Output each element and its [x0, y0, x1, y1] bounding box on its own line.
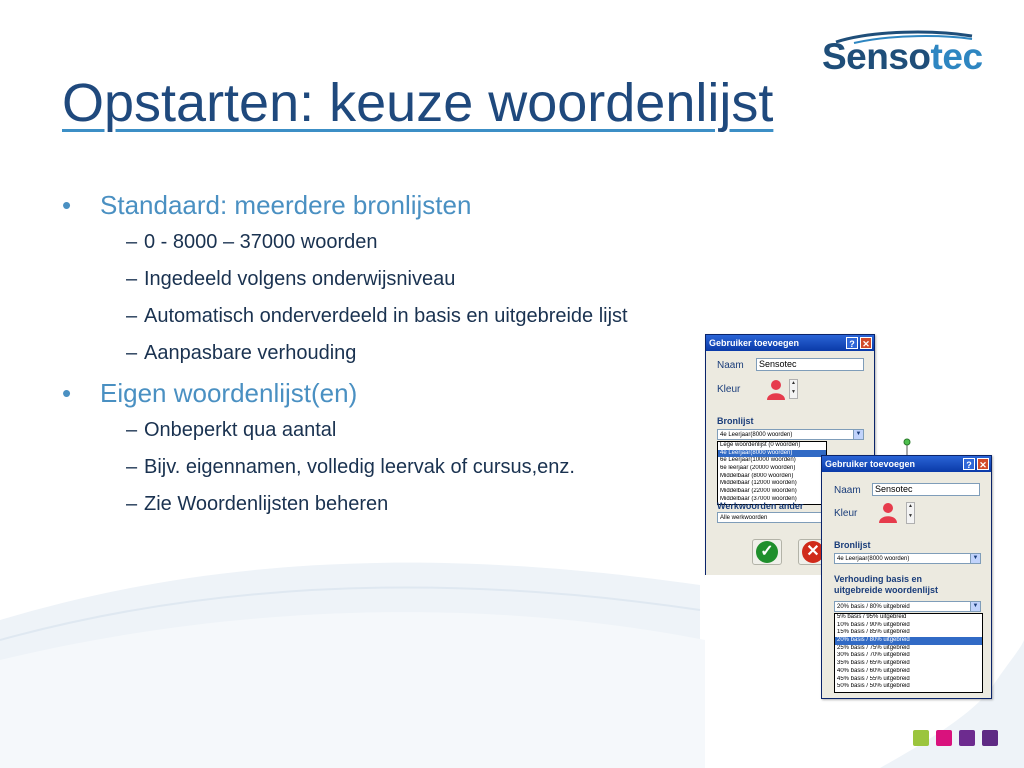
- verhouding-label-line2: uitgebreide woordenlijst: [834, 585, 939, 595]
- list-item[interactable]: 6e Leerjaar(10000 woorden): [720, 457, 796, 464]
- bullet-label: Standaard: meerdere bronlijsten: [100, 190, 472, 220]
- sub-bullet-item: – Automatisch onderverdeeld in basis en uitgebreide lijst: [126, 305, 628, 327]
- sub-bullet-label: Automatisch onderverdeeld in basis en uitgebreide lijst: [144, 305, 628, 327]
- bullet-item: [62, 376, 628, 410]
- picture-background: [705, 575, 821, 698]
- list-item[interactable]: 4e Leerjaar(8000 woorden): [718, 450, 826, 458]
- sub-bullet-label: Aanpasbare verhouding: [144, 342, 357, 364]
- help-button[interactable]: ?: [846, 337, 858, 349]
- sub-bullet-label: 0 - 8000 – 37000 woorden: [144, 231, 378, 253]
- sub-bullet-label: Zie Woordenlijsten beheren: [144, 493, 389, 515]
- sub-bullet-item: – Aanpasbare verhouding: [126, 342, 357, 364]
- user-color-icon[interactable]: [766, 379, 786, 401]
- verhouding-select[interactable]: [834, 601, 981, 612]
- list-item[interactable]: 50% basis / 50% uitgebreid: [837, 683, 910, 690]
- close-button[interactable]: ✕: [977, 458, 989, 470]
- check-icon: ✓: [756, 541, 778, 563]
- naam-input[interactable]: Sensotec: [756, 358, 864, 371]
- bronlijst-selected: 4e Leerjaar(8000 woorden): [837, 556, 910, 562]
- sub-bullet-item: – Bijv. eigennamen, volledig leervak of cursus,enz.: [126, 456, 575, 478]
- dialog-titlebar: [822, 456, 991, 472]
- bullet-dot-icon: •: [62, 190, 72, 220]
- dialog-gebruiker-toevoegen-2: [821, 455, 992, 699]
- bullet-dot-icon: •: [62, 378, 72, 408]
- list-item[interactable]: 6e leerjaar (20000 woorden): [720, 465, 796, 472]
- footer-square-purple: [959, 730, 975, 746]
- user-color-icon[interactable]: [878, 502, 898, 524]
- naam-input[interactable]: Sensotec: [872, 483, 980, 496]
- dialog-title: Gebruiker toevoegen: [709, 338, 800, 348]
- bullet-label: Eigen woordenlijst(en): [100, 378, 358, 408]
- bronlijst-dropdown[interactable]: [717, 441, 827, 505]
- sub-bullet-item: – 0 - 8000 – 37000 woorden: [126, 231, 378, 253]
- list-item[interactable]: 5% basis / 95% uitgebreid: [837, 614, 907, 620]
- sub-bullet-label: Ingedeeld volgens onderwijsniveau: [144, 268, 456, 290]
- kleur-label: Kleur: [717, 384, 741, 395]
- bronlijst-label: Bronlijst: [834, 540, 871, 550]
- bullet-item: [62, 188, 628, 222]
- werkwoorden-select[interactable]: [717, 512, 827, 523]
- dialog-titlebar: [706, 335, 874, 351]
- list-item[interactable]: Middelbaar (8000 woorden): [720, 472, 794, 479]
- ok-button[interactable]: [752, 539, 782, 565]
- list-item[interactable]: Middelbaar (37000 woorden): [720, 495, 797, 502]
- werkwoorden-label: Werkwoorden ander: [717, 501, 804, 511]
- naam-label: Naam: [717, 360, 744, 371]
- footer-square-violet: [982, 730, 998, 746]
- naam-label: Naam: [834, 485, 861, 496]
- sensotec-logo: [822, 30, 1002, 80]
- sub-bullet-label: Bijv. eigennamen, volledig leervak of cursus,enz.: [144, 456, 575, 478]
- bronlijst-select[interactable]: [717, 429, 864, 440]
- list-item[interactable]: 15% basis / 85% uitgebreid: [837, 629, 910, 636]
- list-item[interactable]: Middelbaar (12000 woorden): [720, 480, 797, 487]
- sub-bullet-item: – Zie Woordenlijsten beheren: [126, 493, 389, 515]
- chevron-down-icon[interactable]: ▼: [970, 602, 980, 611]
- list-item[interactable]: 10% basis / 90% uitgebreid: [837, 621, 910, 628]
- bullet-list: [62, 188, 628, 523]
- sub-bullet-label: Onbeperkt qua aantal: [144, 419, 337, 441]
- list-item[interactable]: 25% basis / 75% uitgebreid: [837, 644, 910, 651]
- werkwoorden-selected: Alle werkwoorden: [720, 515, 768, 521]
- sub-bullet-item: – Onbeperkt qua aantal: [126, 419, 337, 441]
- kleur-label: Kleur: [834, 508, 858, 519]
- chevron-down-icon[interactable]: ▼: [970, 554, 980, 563]
- dialog-title: Gebruiker toevoegen: [825, 459, 916, 469]
- bronlijst-selected: 4e Leerjaar(8000 woorden): [720, 432, 793, 438]
- verhouding-label: Verhouding basis en: [834, 574, 923, 584]
- kleur-spinner[interactable]: ▲ ▼: [906, 502, 915, 524]
- list-item[interactable]: 40% basis / 60% uitgebreid: [837, 667, 910, 674]
- bronlijst-select[interactable]: [834, 553, 981, 564]
- footer-square-magenta: [936, 730, 952, 746]
- kleur-spinner[interactable]: ▲ ▼: [789, 379, 798, 399]
- list-item[interactable]: Middelbaar (22000 woorden): [720, 488, 797, 495]
- chevron-down-icon[interactable]: ▼: [853, 430, 863, 439]
- close-button[interactable]: ✕: [860, 337, 872, 349]
- list-item[interactable]: 30% basis / 70% uitgebreid: [837, 652, 910, 659]
- sub-bullet-item: – Ingedeeld volgens onderwijsniveau: [126, 268, 456, 290]
- verhouding-dropdown[interactable]: [834, 613, 983, 693]
- footer-square-green: [913, 730, 929, 746]
- logo-text-part2: tec: [930, 36, 983, 77]
- bronlijst-label: Bronlijst: [717, 416, 754, 426]
- logo-text-part1: Senso: [822, 36, 931, 77]
- list-item[interactable]: 45% basis / 55% uitgebreid: [837, 675, 910, 682]
- cancel-icon: ✕: [802, 541, 824, 563]
- verhouding-selected: 20% basis / 80% uitgebreid: [837, 604, 910, 610]
- slide-title: Opstarten: keuze woordenlijst: [62, 73, 774, 133]
- list-item[interactable]: 35% basis / 65% uitgebreid: [837, 660, 910, 667]
- help-button[interactable]: ?: [963, 458, 975, 470]
- list-item[interactable]: 20% basis / 80% uitgebreid: [835, 637, 982, 645]
- list-item[interactable]: Lege woordenlijst (0 woorden): [720, 442, 801, 448]
